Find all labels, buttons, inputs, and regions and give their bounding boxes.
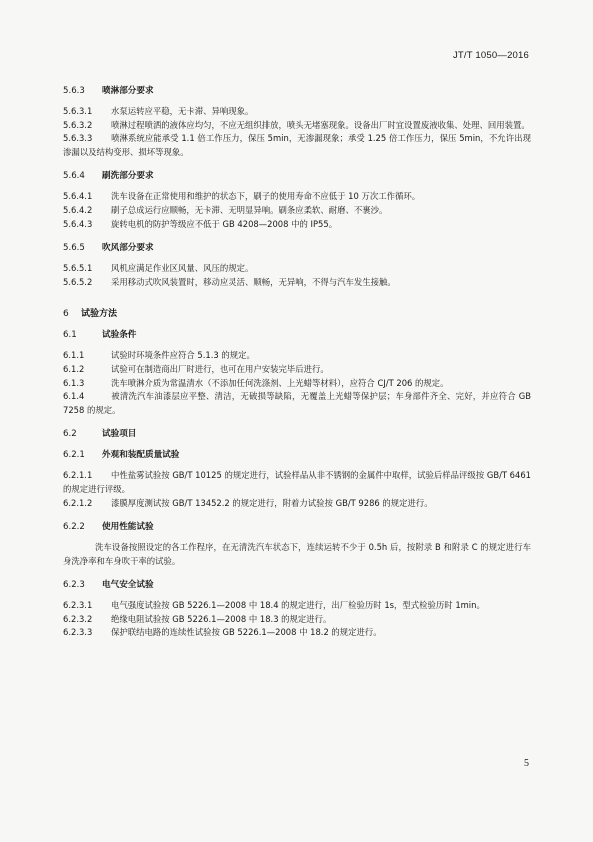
clause-text: 试验项目 [102, 429, 137, 440]
section-heading [63, 169, 531, 183]
clause-text: 洗车设备在正常使用和维护的状态下，刷子的使用寿命不应低于 10 万次工作循环。 [111, 191, 421, 202]
clause [63, 204, 531, 218]
clause-text: 外观和装配质量试验 [102, 450, 180, 461]
clause [63, 626, 531, 640]
clause-number: 5.6.3.2 [63, 119, 93, 130]
clause-text: 喷淋系统应能承受 1.1 倍工作压力，保压 5min，无渗漏现象；承受 1.25 倍工作压力，保压 5min，不允许出现渗漏以及结构变形、损坏等现象。 [63, 133, 531, 157]
clause [63, 363, 531, 377]
clause-number: 6.2.3.1 [63, 600, 93, 611]
clause-text: 被清洗汽车油漆层应平整、清洁，无破损等缺陷，无覆盖上光蜡等保护层；车身部件齐全、完好，并应符合 GB 7258 的规定。 [63, 391, 531, 415]
clause-text: 刷子总成运行应顺畅，无卡滞、无明显异响。刷条应柔软、耐磨、不裹沙。 [111, 204, 388, 215]
clause-number: 6.2.2 [63, 522, 85, 533]
clause [63, 377, 531, 391]
page-number: 5 [524, 758, 529, 769]
clause-text: 水泵运转应平稳，无卡滞、异响现象。 [111, 106, 254, 116]
clause-number: 5.6.5 [63, 243, 85, 254]
section-heading [63, 427, 531, 441]
clause-text: 绝缘电阻试验按 GB 5226.1—2008 中 18.3 的规定进行。 [111, 613, 332, 624]
clause-number: 6.1.1 [63, 350, 85, 361]
clause-number: 5.6.3.3 [63, 133, 93, 144]
clause [63, 613, 531, 627]
clause-number: 5.6.4 [63, 171, 85, 182]
clause-number: 6.2.1 [63, 450, 85, 461]
clause-text: 洗车喷淋介质为常温清水（不添加任何洗涤剂、上光蜡等材料），应符合 CJ/T 206 的规定。 [111, 377, 449, 388]
clause [63, 190, 531, 204]
clause [63, 132, 531, 159]
clause [63, 497, 531, 511]
clause-number: 5.6.4.3 [63, 218, 93, 229]
clause-text: 试验时环境条件应符合 5.1.3 的规定。 [111, 350, 255, 361]
clause-text: 刷洗部分要求 [102, 171, 154, 182]
clause-number: 6.2.3.3 [63, 627, 93, 638]
clause-number: 5.6.3.1 [63, 106, 93, 116]
section-heading [63, 578, 531, 592]
clause-text: 试验可在制造商出厂时进行，也可在用户安装完毕后进行。 [111, 363, 329, 374]
clause [63, 276, 531, 290]
clause [63, 105, 531, 119]
clause-text: 风机应满足作业区风量、风压的规定。 [111, 263, 254, 274]
clause-number: 5.6.4.2 [63, 204, 93, 215]
clause-number: 5.6.5.2 [63, 276, 93, 287]
clause-number: 6.1.3 [63, 377, 85, 388]
clause-number: 6.2 [63, 429, 77, 440]
section-heading [63, 448, 531, 462]
clause-number: 5.6.5.1 [63, 263, 93, 274]
paragraph [63, 541, 531, 568]
section-heading [63, 241, 531, 255]
clause-number: 5.6.3 [63, 86, 85, 96]
clause-number: 6.1 [63, 330, 77, 341]
clause-number: 6.1.2 [63, 363, 85, 374]
clause-number: 6.2.3.2 [63, 613, 93, 624]
clause [63, 349, 531, 363]
clause-text: 漆膜厚度测试按 GB/T 13452.2 的规定进行，附着力试验按 GB/T 9286 的规定进行。 [111, 497, 433, 508]
clause-text: 保护联结电路的连续性试验按 GB 5226.1—2008 中 18.2 的规定进行。 [111, 627, 382, 638]
clause-text: 喷淋过程喷洒的液体应均匀，不应无组织排放，喷头无堵塞现象。设备出厂时宜设置废液收集、处理、回用装置。 [111, 119, 530, 130]
standard-code: JT/T 1050—2016 [452, 50, 529, 61]
clause-number: 6.2.1.1 [63, 470, 93, 481]
clause-number: 5.6.4.1 [63, 191, 93, 202]
clause [63, 390, 531, 417]
chapter-heading [63, 307, 531, 321]
clause-text: 洗车设备按照设定的各工作程序，在无清洗汽车状态下，连续运转不少于 0.5h 后，按附录 B 和附录 C 的规定进行车身洗净率和车身吹干率的试验。 [63, 542, 531, 566]
section-heading [63, 328, 531, 342]
clause [63, 469, 531, 496]
clause-text: 试验条件 [102, 330, 137, 341]
clause-number: 6.2.3 [63, 580, 85, 591]
clause-text: 旋转电机的防护等级应不低于 GB 4208—2008 中的 IP55。 [111, 218, 338, 229]
section-heading [63, 520, 531, 534]
clause-number: 6.1.4 [63, 391, 85, 402]
clause-text: 吹风部分要求 [102, 243, 154, 254]
clause [63, 262, 531, 276]
clause-text: 喷淋部分要求 [102, 86, 154, 96]
clause-number: 6 [63, 309, 69, 320]
clause-number: 6.2.1.2 [63, 497, 93, 508]
clause [63, 218, 531, 232]
clause [63, 119, 531, 133]
clause-text: 使用性能试验 [102, 522, 154, 533]
document-body [63, 84, 531, 640]
section-heading [63, 84, 531, 98]
clause [63, 599, 531, 613]
clause-text: 电气强度试验按 GB 5226.1—2008 中 18.4 的规定进行，出厂检验历时 1s，型式检验历时 1min。 [111, 600, 485, 611]
clause-text: 采用移动式吹风装置时，移动应灵活、顺畅，无异响，不得与汽车发生接触。 [111, 276, 396, 287]
clause-text: 电气安全试验 [102, 580, 154, 591]
clause-text: 试验方法 [81, 309, 118, 320]
clause-text: 中性盐雾试验按 GB/T 10125 的规定进行，试验样品从非不锈钢的金属件中取样，试验后样品评级按 GB/T 6461 的规定进行评级。 [63, 470, 531, 494]
